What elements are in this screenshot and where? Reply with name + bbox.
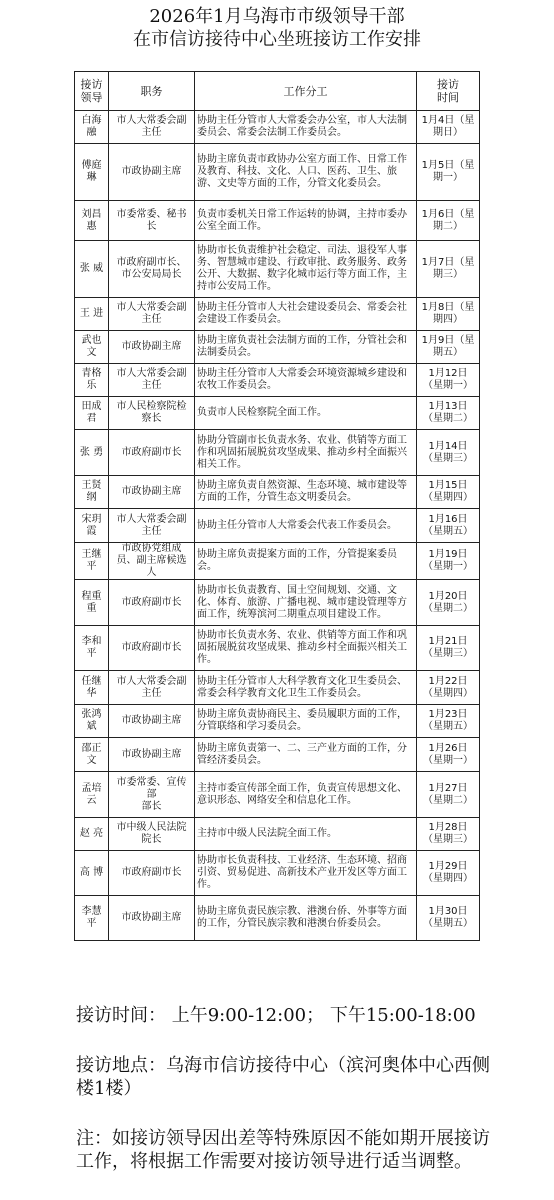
table-row bbox=[75, 144, 480, 201]
cell-duty: 协助主席负责自然资源、生态环境、城市建设等方面的工作，分管生态文明委员会。 bbox=[195, 476, 417, 509]
cell-date: 1月28日 （星期三） bbox=[417, 818, 480, 851]
table-row bbox=[75, 705, 480, 738]
cell-duty: 协助主任分管市人大常委会办公室，市人大法制委员会、常委会法制工作委员会。 bbox=[195, 111, 417, 144]
cell-position: 市委常委、宣传 部 部长 bbox=[109, 772, 195, 818]
cell-position: 市人大常委会副 主任 bbox=[109, 364, 195, 397]
cell-name: 王贤 纲 bbox=[75, 476, 109, 509]
cell-name: 孟培 云 bbox=[75, 772, 109, 818]
table-row bbox=[75, 626, 480, 671]
header-position-label: 职务 bbox=[140, 84, 163, 98]
table-row bbox=[75, 201, 480, 241]
header-date-label: 接访 时间 bbox=[437, 78, 459, 104]
reception-place: 接访地点：乌海市信访接待中心（滨河奥体中心西侧楼1楼） bbox=[76, 1055, 490, 1099]
table-row bbox=[75, 851, 480, 896]
cell-position: 市政协党组成 员、副主席候选 人 bbox=[109, 543, 195, 580]
cell-date: 1月21日 （星期三） bbox=[417, 626, 480, 671]
table-row bbox=[75, 331, 480, 364]
cell-position: 市人大常委会副 主任 bbox=[109, 671, 195, 705]
cell-name: 程重 重 bbox=[75, 580, 109, 626]
cell-date: 1月12日 （星期一） bbox=[417, 364, 480, 397]
footnote: 注：如接访领导因出差等特殊原因不能如期开展接访工作，将根据工作需要对接访领导进行适当调整。 bbox=[76, 1128, 490, 1172]
cell-position: 市政协副主席 bbox=[109, 738, 195, 772]
cell-position: 市政府副市长、 市公安局局长 bbox=[109, 241, 195, 298]
table-row bbox=[75, 509, 480, 543]
cell-duty: 协助市长负责维护社会稳定、司法、退役军人事务、智慧城市建设、行政审批、政务服务、政务公开、大数据、数字化城市运行等方面工作，主持市公安局工作。 bbox=[195, 241, 417, 298]
table-row bbox=[75, 671, 480, 705]
cell-position: 市政府副市长 bbox=[109, 580, 195, 626]
cell-date: 1月9日（星期五） bbox=[417, 331, 480, 364]
document-title-line1: 2026年1月乌海市市级领导干部 bbox=[149, 6, 405, 27]
cell-position: 市政府副市长 bbox=[109, 626, 195, 671]
cell-name: 任继 华 bbox=[75, 671, 109, 705]
document-title-line2: 在市信访接待中心坐班接访工作安排 bbox=[133, 29, 421, 50]
cell-position: 市人民检察院检 察长 bbox=[109, 397, 195, 430]
cell-name: 邵正 文 bbox=[75, 738, 109, 772]
table-row bbox=[75, 397, 480, 430]
cell-name: 刘昌 惠 bbox=[75, 201, 109, 241]
cell-name: 王继 平 bbox=[75, 543, 109, 580]
table-row bbox=[75, 543, 480, 580]
table-row bbox=[75, 111, 480, 144]
table-header-row bbox=[75, 72, 480, 111]
table-row bbox=[75, 896, 480, 941]
cell-position: 市政协副主席 bbox=[109, 331, 195, 364]
cell-duty: 协助分管副市长负责水务、农业、供销等方面工作和巩固拓展脱贫攻坚成果、推动乡村全面振兴相关工作。 bbox=[195, 430, 417, 476]
cell-name: 青格 乐 bbox=[75, 364, 109, 397]
cell-duty: 协助主席负责第一、二、三产业方面的工作，分管经济委员会。 bbox=[195, 738, 417, 772]
cell-position: 市政协副主席 bbox=[109, 705, 195, 738]
cell-name: 张 威 bbox=[75, 241, 109, 298]
cell-name: 王 进 bbox=[75, 298, 109, 331]
schedule-table-body bbox=[75, 111, 480, 941]
header-leader-label: 接访 领导 bbox=[80, 78, 103, 104]
cell-duty: 负责市委机关日常工作运转的协调，主持市委办公室全面工作。 bbox=[195, 201, 417, 241]
table-row bbox=[75, 476, 480, 509]
schedule-table bbox=[74, 71, 480, 941]
cell-duty: 协助主席负责市政协办公室方面工作、日常工作及教育、科技、文化、人口、医药、卫生、旅游、文史等方面的工作，分管文化委员会。 bbox=[195, 144, 417, 201]
cell-position: 市委常委、秘书 长 bbox=[109, 201, 195, 241]
cell-name: 赵 亮 bbox=[75, 818, 109, 851]
cell-position: 市人大常委会副 主任 bbox=[109, 509, 195, 543]
cell-duty: 协助主任分管市人大常委会代表工作委员会。 bbox=[195, 509, 417, 543]
cell-position: 市政府副市长 bbox=[109, 430, 195, 476]
cell-name: 田成 君 bbox=[75, 397, 109, 430]
header-duty bbox=[195, 72, 417, 111]
cell-date: 1月15日 （星期四） bbox=[417, 476, 480, 509]
cell-position: 市人大常委会副 主任 bbox=[109, 111, 195, 144]
header-position bbox=[109, 72, 195, 111]
cell-duty: 协助主席负责提案方面的工作，分管提案委员会。 bbox=[195, 543, 417, 580]
cell-date: 1月7日（星期三） bbox=[417, 241, 480, 298]
cell-name: 李慧 平 bbox=[75, 896, 109, 941]
cell-date: 1月14日 （星期三） bbox=[417, 430, 480, 476]
cell-duty: 协助主任分管市人大社会建设委员会、常委会社会建设工作委员会。 bbox=[195, 298, 417, 331]
cell-date: 1月22日 （星期四） bbox=[417, 671, 480, 705]
table-row bbox=[75, 430, 480, 476]
cell-duty: 协助主席负责民族宗教、港澳台侨、外事等方面的工作，分管民族宗教和港澳台侨委员会。 bbox=[195, 896, 417, 941]
cell-name: 傅庭 琳 bbox=[75, 144, 109, 201]
cell-name: 高 博 bbox=[75, 851, 109, 896]
cell-position: 市政协副主席 bbox=[109, 896, 195, 941]
cell-duty: 主持市中级人民法院全面工作。 bbox=[195, 818, 417, 851]
table-row bbox=[75, 580, 480, 626]
header-leader bbox=[75, 72, 109, 111]
table-row bbox=[75, 818, 480, 851]
table-row bbox=[75, 298, 480, 331]
cell-date: 1月8日（星期四） bbox=[417, 298, 480, 331]
cell-name: 张鸿 斌 bbox=[75, 705, 109, 738]
cell-name: 李和 平 bbox=[75, 626, 109, 671]
table-row bbox=[75, 772, 480, 818]
cell-date: 1月13日 （星期二） bbox=[417, 397, 480, 430]
cell-date: 1月16日 （星期五） bbox=[417, 509, 480, 543]
cell-date: 1月6日（星期二） bbox=[417, 201, 480, 241]
cell-date: 1月5日（星期一） bbox=[417, 144, 480, 201]
cell-name: 白海 融 bbox=[75, 111, 109, 144]
cell-date: 1月20日 （星期二） bbox=[417, 580, 480, 626]
cell-date: 1月4日（星期日） bbox=[417, 111, 480, 144]
cell-date: 1月23日 （星期五） bbox=[417, 705, 480, 738]
cell-duty: 主持市委宣传部全面工作，负责宣传思想文化、意识形态、网络安全和信息化工作。 bbox=[195, 772, 417, 818]
cell-duty: 负责市人民检察院全面工作。 bbox=[195, 397, 417, 430]
table-row bbox=[75, 241, 480, 298]
cell-duty: 协助主席负责协商民主、委员履职方面的工作，分管联络和学习委员会。 bbox=[195, 705, 417, 738]
cell-date: 1月27日 （星期二） bbox=[417, 772, 480, 818]
cell-date: 1月26日 （星期一） bbox=[417, 738, 480, 772]
cell-position: 市政协副主席 bbox=[109, 476, 195, 509]
cell-position: 市政协副主席 bbox=[109, 144, 195, 201]
cell-duty: 协助市长负责教育、国土空间规划、交通、文化、体育、旅游、广播电视、城市建设管理等方面工作，统筹滨河二期重点项目建设工作。 bbox=[195, 580, 417, 626]
header-duty-label: 工作分工 bbox=[283, 84, 328, 98]
table-row bbox=[75, 738, 480, 772]
cell-position: 市中级人民法院 院长 bbox=[109, 818, 195, 851]
cell-date: 1月29日 （星期四） bbox=[417, 851, 480, 896]
table-row bbox=[75, 364, 480, 397]
cell-duty: 协助市长负责科技、工业经济、生态环境、招商引资、贸易促进、高新技术产业开发区等方面工作。 bbox=[195, 851, 417, 896]
reception-time: 接访时间： 上午9:00-12:00； 下午15:00-18:00 bbox=[76, 1005, 476, 1026]
cell-date: 1月19日 （星期一） bbox=[417, 543, 480, 580]
cell-duty: 协助主任分管市人大科学教育文化卫生委员会、常委会科学教育文化卫生工作委员会。 bbox=[195, 671, 417, 705]
cell-position: 市人大常委会副 主任 bbox=[109, 298, 195, 331]
cell-name: 张 勇 bbox=[75, 430, 109, 476]
cell-duty: 协助市长负责水务、农业、供销等方面工作和巩固拓展脱贫攻坚成果、推动乡村全面振兴相关工作。 bbox=[195, 626, 417, 671]
cell-duty: 协助主席负责社会法制方面的工作，分管社会和法制委员会。 bbox=[195, 331, 417, 364]
cell-date: 1月30日 （星期五） bbox=[417, 896, 480, 941]
cell-position: 市政府副市长 bbox=[109, 851, 195, 896]
cell-name: 宋玥 霞 bbox=[75, 509, 109, 543]
cell-name: 武也 文 bbox=[75, 331, 109, 364]
cell-duty: 协助主任分管市人大常委会环境资源城乡建设和农牧工作委员会。 bbox=[195, 364, 417, 397]
header-date bbox=[417, 72, 480, 111]
